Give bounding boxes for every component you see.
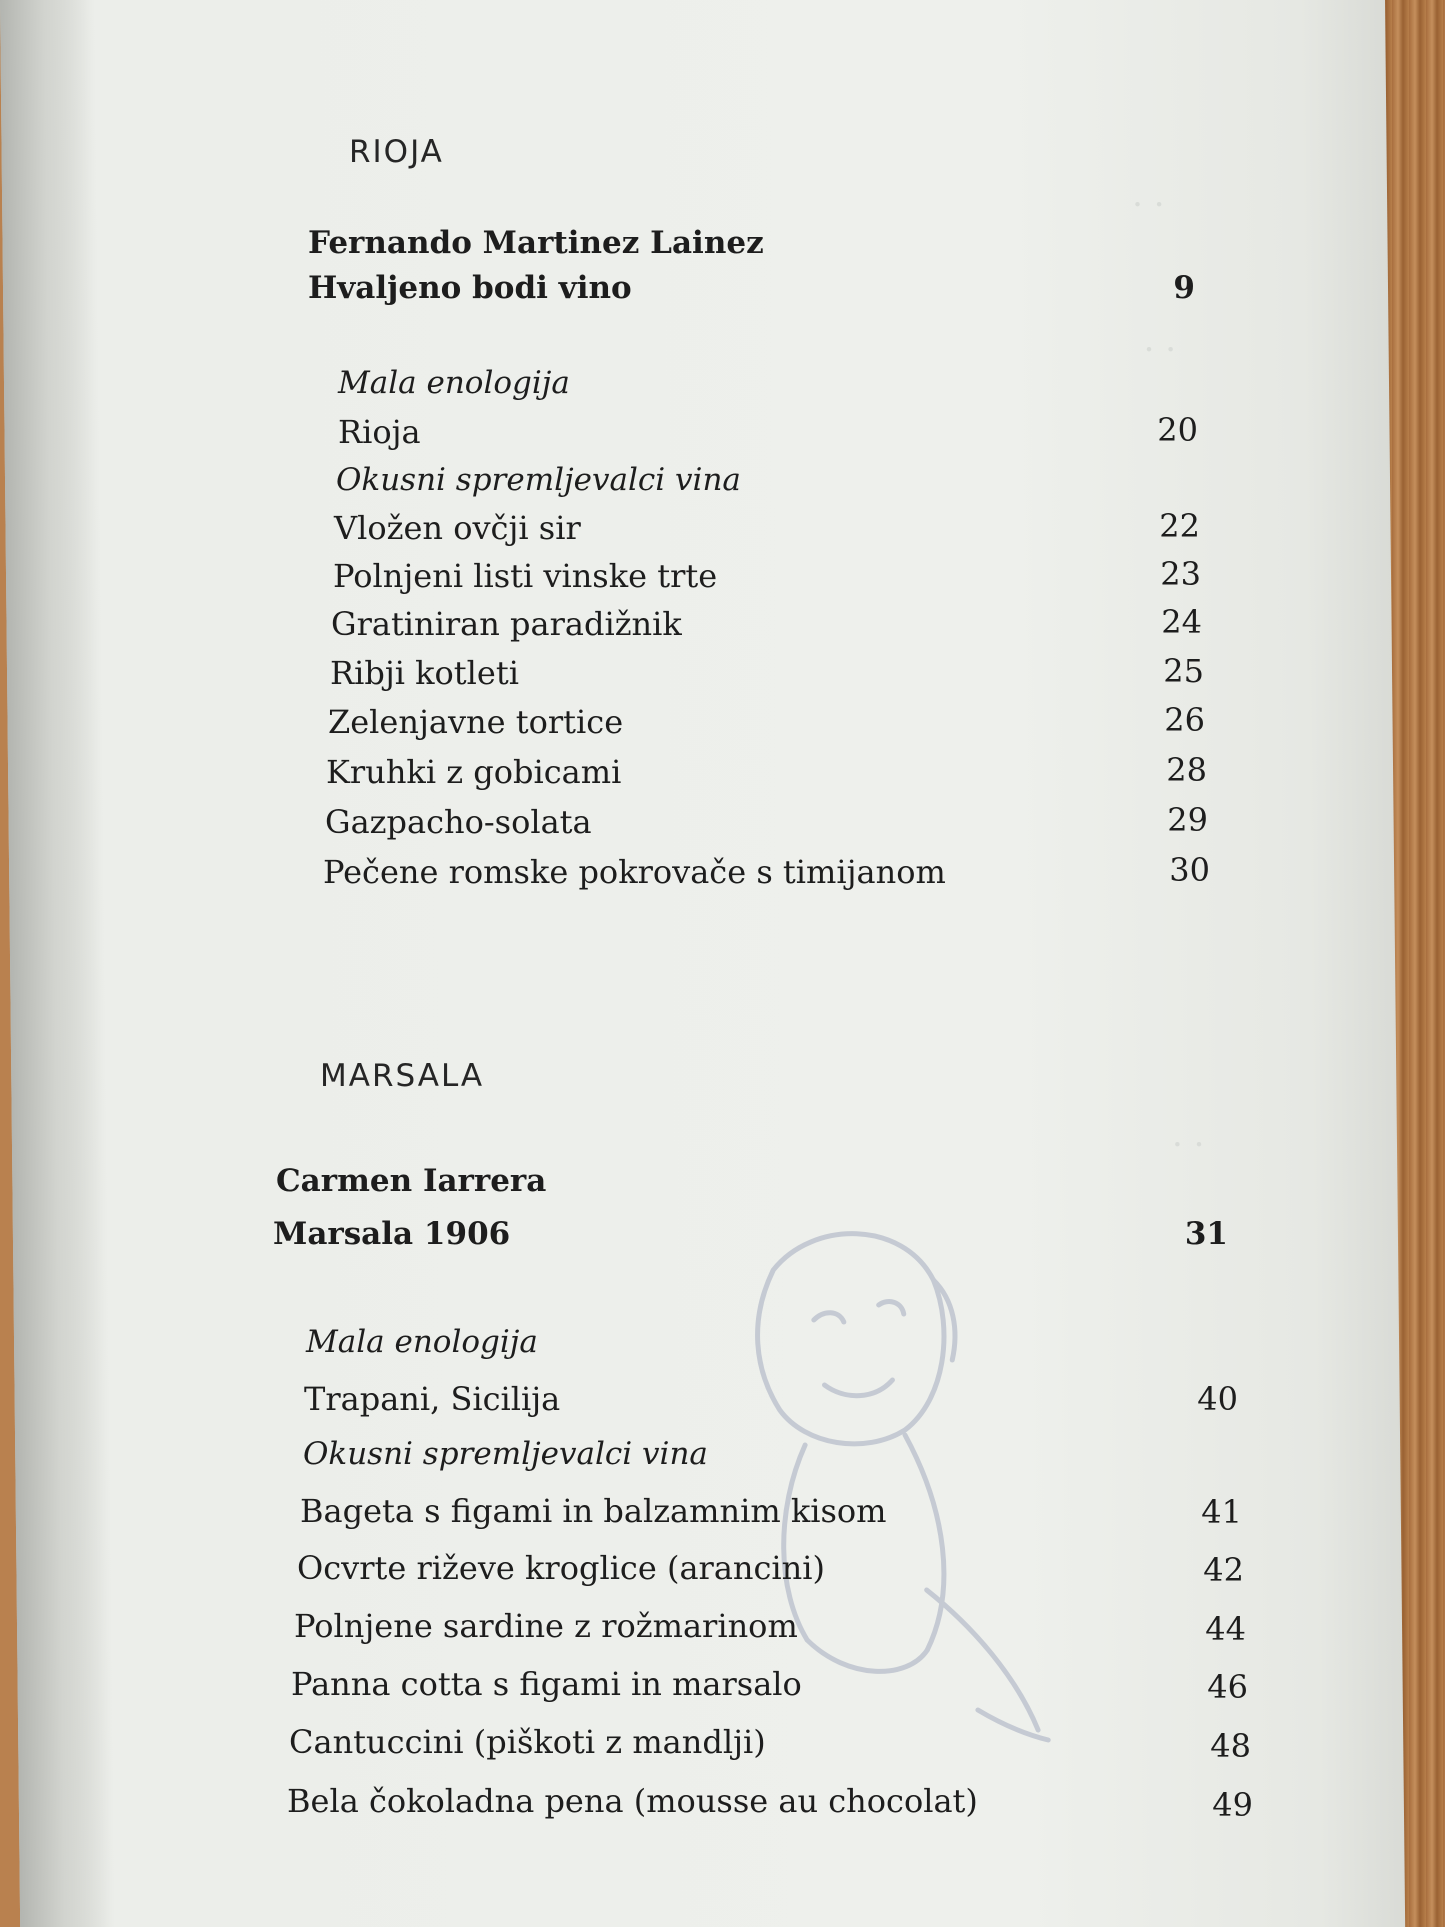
toc-entry-label: Zelenjavne tortice [328, 703, 624, 741]
toc-entry-label: Panna cotta s figami in marsalo [291, 1665, 802, 1703]
section-heading: MARSALA [320, 1058, 485, 1094]
toc-entry-page: 29 [1167, 801, 1208, 839]
subsection-heading: Mala enologija [338, 365, 570, 401]
chapter-title: Hvaljeno bodi vino [308, 270, 632, 306]
toc-entry-page: 41 [1201, 1493, 1242, 1531]
chapter-title: Marsala 1906 [273, 1216, 511, 1252]
toc-entry-label: Ribji kotleti [330, 654, 519, 692]
show-through-mark: · · [1171, 1125, 1205, 1165]
toc-entry-label: Gazpacho-solata [325, 803, 592, 841]
toc-entry-page: 42 [1203, 1551, 1244, 1589]
toc-entry-page: 25 [1163, 652, 1204, 690]
toc-entry-label: Rioja [338, 413, 421, 451]
toc-entry-label: Kruhki z gobicami [326, 753, 622, 791]
toc-entry-label: Pečene romske pokrovače s timijanom [323, 853, 946, 891]
toc-entry-label: Polnjene sardine z rožmarinom [294, 1607, 798, 1645]
toc-entry-label: Polnjeni listi vinske trte [333, 557, 718, 595]
subsection-heading: Okusni spremljevalci vina [336, 462, 741, 498]
show-through-mark: · · [1143, 330, 1177, 370]
toc-entry-label: Trapani, Sicilija [304, 1380, 561, 1418]
show-through-mark: · · [1131, 185, 1165, 225]
toc-entry-page: 49 [1212, 1786, 1253, 1824]
chapter-page-number: 31 [1184, 1216, 1228, 1252]
toc-entry-label: Gratiniran paradižnik [331, 605, 682, 643]
chapter-author: Carmen Iarrera [276, 1163, 547, 1199]
subsection-heading: Mala enologija [306, 1324, 538, 1360]
toc-entry-page: 30 [1169, 851, 1210, 889]
toc-entry-page: 44 [1205, 1610, 1246, 1648]
toc-entry-label: Vložen ovčji sir [334, 509, 581, 547]
toc-entry-page: 22 [1159, 507, 1200, 545]
toc-entry-label: Bela čokoladna pena (mousse au chocolat) [287, 1782, 978, 1820]
toc-entry-page: 23 [1160, 555, 1201, 593]
toc-entry-page: 24 [1161, 603, 1202, 641]
toc-entry-page: 40 [1197, 1380, 1238, 1418]
toc-entry-page: 48 [1210, 1727, 1251, 1765]
subsection-heading: Okusni spremljevalci vina [303, 1436, 708, 1472]
toc-entry-page: 20 [1157, 411, 1198, 449]
toc-entry-page: 46 [1207, 1668, 1248, 1706]
chapter-page-number: 9 [1173, 270, 1195, 306]
toc-entry-page: 28 [1166, 751, 1207, 789]
chapter-author: Fernando Martinez Lainez [308, 225, 764, 261]
toc-entry-page: 26 [1164, 701, 1205, 739]
toc-entry-label: Cantuccini (piškoti z mandlji) [289, 1723, 766, 1761]
section-heading: RIOJA [349, 134, 444, 170]
toc-entry-label: Bageta s figami in balzamnim kisom [300, 1492, 887, 1530]
toc-entry-label: Ocvrte riževe kroglice (arancini) [297, 1549, 825, 1587]
